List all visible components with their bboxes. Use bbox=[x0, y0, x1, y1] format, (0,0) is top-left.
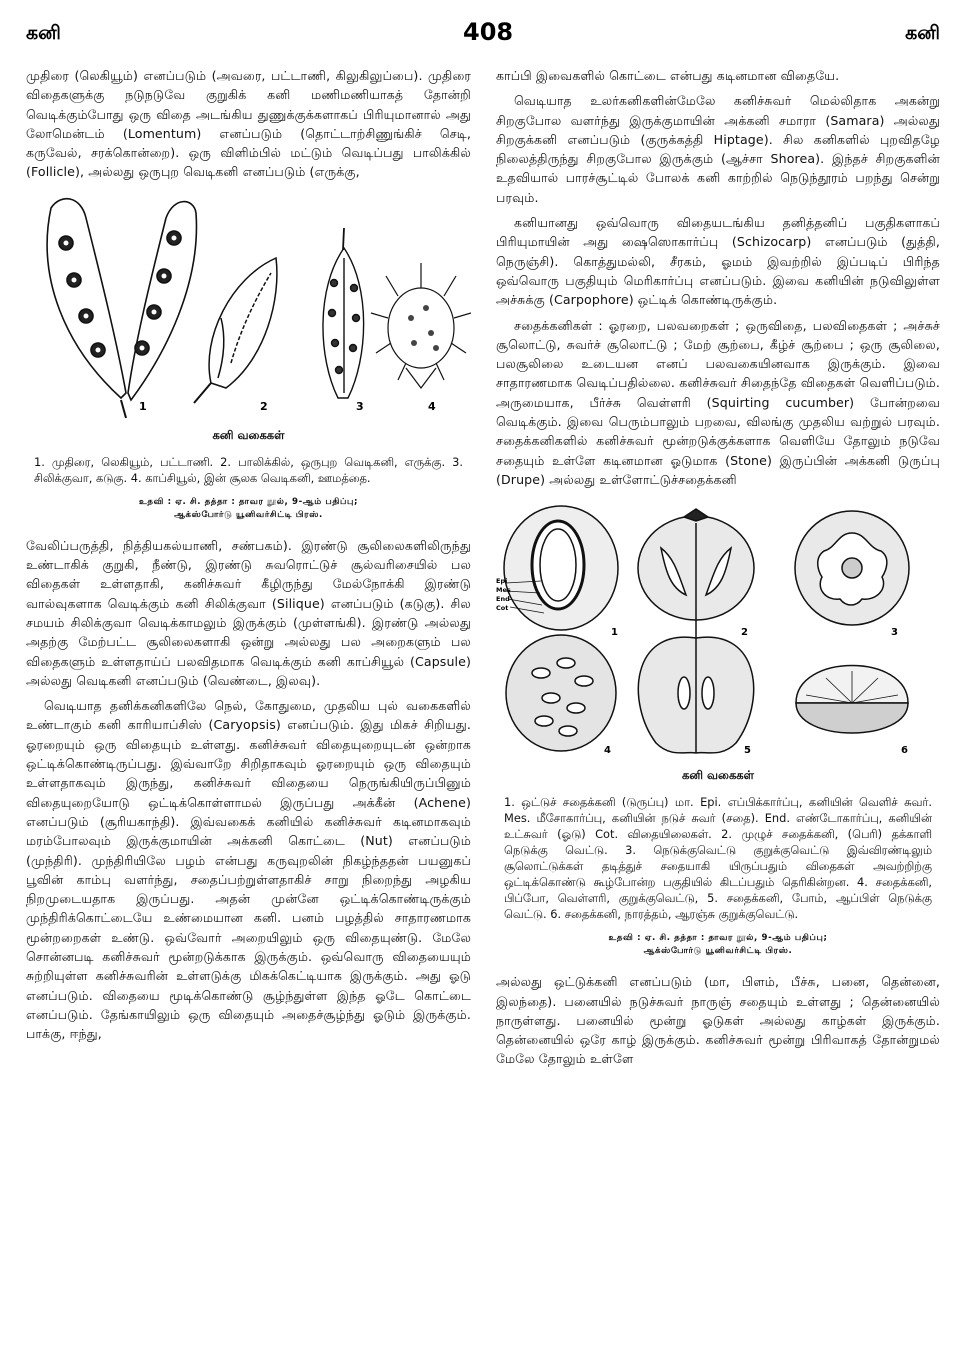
paragraph: அல்லது ஒட்டுக்கனி எனப்படும் (மா, பிளம், பீச்சு, பனை, தென்னை, இலந்தை). பனையில் நடுச்சுவர் நாருஞ் சதையும் உள்ளது ; தென்னையில் நாருள்ளது. பனையில் மூன்று ஓடுகள் அல்லது காழ்கள் இருக்கும். தென்னையில் ஒரே காழ் இருக்கும். கனிச்சுவர் மூன்று பிரிவாகத் தோன்றுமல் மேலே தோலும் உள்ளே bbox=[496, 974, 940, 1067]
figure-label-2: 2 bbox=[260, 399, 268, 413]
paragraph: வெடியாத தனிக்கனிகளிலே நெல், கோதுமை, முதலிய புல் வகைகளில் உண்டாகும் கனி காரியாப்சிஸ் (Caryopsis) எனப்படும். இது மிகச் சிறியது. ஓரறையும் ஒரு விதையும் உள்ளது. கனிச்சுவர் விதையுறையுடன் ஒன்றாக ஒட்டிக்கொண்டிருப்பது. இவ்வாறே சிறிதாகவும் ஓரறையும் ஒரு விதையும் உள்ளதாகவும் இருந்து, கனிச்சுவர் விதையை நெருங்கியிருப்பினும் விதையுறையோடு ஒட்டிக்கொள்ளாமல் இருப்பது அக்கீன் (Achene) எனப்படும் (சூரியகாந்தி). இவ்வகைக் கனியில் கனிச்சுவர் கடினமாகவும் மரம்போலவும் இருக்குமாயின் அக்கனி கொட்டை (Nut) எனப்படும் (முந்திரி). முந்திரியிலே பழம் என்பது கருவுறலின் நிகழ்ந்ததன் பயனுகப் பூவின் காம்பு வளர்ந்து, சதைப்பற்றுள்ளதாகிச் சாறு நிறைந்து அழகிய நிறமுடையதாக இருப்பது. அதன் முன்னே ஒட்டிக்கொண்டிருக்கும் முந்திரிக்கொட்டையே உண்மையான கனி. பனம் பழத்தில் சாதாரணமாக மூன்றறைகள் உண்டு. ஒவ்வோர் அறையிலும் ஒரு விதையுண்டு. மேலே சொன்னபடி கனிச்சுவர் மூன்றடுக்காக இருக்கும். ஒவ்வொரு விதையையும் சுற்றியுள்ள கனிச்சுவரின் உள்ளடுக்கு மிகக்கெட்டியாக இருக்கும். அது ஓடு எனப்படும். விதையை மூடிக்கொண்டு சூழ்ந்துள்ள இந்த ஓடே கொட்டை எனப்படும். தேங்காயிலும் ஒரு விதையும் அதைச்சூழ்ந்து ஓடும் இருக்கும். பாக்கு, ஈந்து, bbox=[26, 698, 471, 1042]
figure-label-6: 6 bbox=[901, 745, 908, 757]
figure-caption: 1. முதிரை, லெகியூம், பட்டாணி. 2. பாலிக்கில், ஒருபுற வெடிகனி, எருக்கு. 3. சிலிக்குவா, கடுகு. 4. காப்சியூல், இன் சூலக வெடிகனி, ஊமத்தை. bbox=[34, 454, 463, 485]
paragraph: சதைக்கனிகள் : ஓரறை, பலவறைகள் ; ஒருவிதை, பலவிதைகள் ; அச்சுச் சூலொட்டு, சுவர்ச் சூலொட்டு ; மேற் சூற்பை, கீழ்ச் சூற்பை ; ஒரு சூலிலை, பலசூலிலை உடையன எனப் பலவகையினவாக இருக்கும். இவை சாதாரணமாக வெடிப்பதில்லை. கனிச்சுவர் சிதைந்தே விதைகள் வெளிப்படும். அருமையாக, பீர்ச்சு வெள்ளரி (Squirting cucumber) போன்றவை வெடிக்கும். இவை பெரும்பாலும் பறவை, விலங்கு முதலிய வற்றுல் பரவும். சதைக்கனிகளில் கனிச்சுவர் மூன்றடுக்குக்களாக வெளியே தோலும் நடுவே சதையும் உள்ளே கடினமான ஓடுமாக (Stone) இருப்பின் அக்கனி டுருப்பு (Drupe) அல்லது உள்ளோட்டுச்சதைக்கனி bbox=[496, 317, 940, 487]
fleshy-fruits-illustration bbox=[496, 503, 940, 758]
figure-credit bbox=[496, 932, 940, 958]
paragraph: முதிரை (லெகியூம்) எனப்படும் (அவரை, பட்டாணி, கிலுகிலுப்பை). முதிரை விதைகளுக்கு நடுநடுவே குறுகிக் கனி மணிமணியாகத் தோன்றி வெடிக்கும்போது ஒரு விதை அடங்கிய துணுக்குக்களாகப் பிரியுமானால் அது லோமென்டம் (Lomentum) எனப்படும் (தொட்டாற்சிணுங்கிச் செடி, கருவேல், சரக்கொன்றை). ஒரு விளிம்பில் மட்டும் வெடிப்பது பாலிக்கில் (Follicle), அல்லது ஒருபுற வெடிகனி எனப்படும் (எருக்கு, bbox=[26, 68, 471, 180]
figure-fruit-types-2 bbox=[496, 503, 940, 958]
layer-label-end: End bbox=[496, 595, 510, 604]
layer-label-mes: Mes bbox=[496, 586, 511, 595]
cucumber-cross-drawing bbox=[506, 635, 616, 751]
fruit-types-illustration bbox=[26, 188, 471, 418]
figure-label-4: 4 bbox=[428, 399, 436, 413]
credit-line: ஆக்ஸ்போர்டு யூனிவர்சிட்டி பிரஸ். bbox=[643, 946, 793, 957]
running-head-right: கனி bbox=[905, 22, 940, 44]
figure-label-1: 1 bbox=[139, 399, 147, 413]
paragraph: காப்பி இவைகளில் கொட்டை என்பது கடினமான விதையே. bbox=[496, 68, 840, 83]
mango-drupe-drawing bbox=[504, 506, 618, 630]
credit-line: ஆக்ஸ்போர்டு யூனிவர்சிட்டி பிரஸ். bbox=[174, 509, 323, 520]
figure-caption: 1. ஒட்டுச் சதைக்கனி (டுருப்பு) மா. Epi. எப்பிக்கார்ப்பு, கனியின் வெளிச் சுவர். Mes. மீசோகார்ப்பு, கனியின் நடுச் சுவர் (சதை). End. எண்டோகார்ப்பு, கனியின் உட்சுவர் (ஓடு) Cot. விதையிலைகள். 2. முழுச் சதைக்கனி, (பெரி) தக்காளி நெடுக்கு வெட்டு. 3. நெடுக்குவெட்டு குறுக்குவெட்டு இவ்விரண்டிலும் சூலொட்டுக்கள் தடித்துச் சதையாகி யிருப்பதும் விதைகள் அவற்றிற்கு ஒட்டிக்கொண்டு கூழ்போன்ற பகுதியில் கிடப்பதும் தெரிகின்றன. 4. சதைக்கனி, பிப்போ, வெள்ளரி, குறுக்குவெட்டு, 5. சதைக்கனி, போம், ஆப்பிள் நெடுக்கு வெட்டு. 6. சதைக்கனி, நாரத்தம், ஆரஞ்சு குறுக்குவெட்டு. bbox=[504, 795, 932, 922]
tomato-cross-drawing bbox=[795, 511, 909, 625]
paragraph: வெடியாத உலர்கனிகளின்மேலே கனிச்சுவர் மெல்லிதாக அகன்று சிறகுபோல வளர்ந்து இருக்குமாயின் அக்கனி சமாரா (Samara) அல்லது சிறகுக்கனி எனப்படும் (குருக்கத்தி Hiptage). சில கனிகளில் புறவிதழே நிலைத்திருந்து சிறகுபோல இருக்கும் (ஆச்சா Shorea). இந்தச் சிறகுகளின் உதவியால் பாரச்சூட்டில் போலக் கனி காற்றில் நெடுந்தூரம் பறந்து சென்று பரவும். bbox=[496, 93, 940, 205]
silique-drawing bbox=[323, 228, 364, 398]
paragraph: வேலிப்பருத்தி, நித்தியகல்யாணி, சண்பகம்). இரண்டு சூலிலைகளிலிருந்து உண்டாகிக் குறுகி, நீண்டு, இரண்டு சுவரொட்டுச் சூல்வரிசையில் பல விதைகள் உள்ளதாகி, கனிச்சுவர் கீழிருந்து மேல்நோக்கி இரண்டு வால்வுகளாக வெடிக்கும் கனி சிலிக்குவா (Silique) எனப்படும் (கடுகு). சில சமயம் சிலிக்குவா வெடிக்காமலும் இருக்கும் (முள்ளங்கி). இரண்டு அல்லது அதற்கு மேற்பட்ட சூலிலைகளாகி ஒன்று அல்லது பல அறைகளும் பல விதைகளும் உள்ளதாய்ப் பலவிதமாக வெடிக்கும் கனி காப்சியூல் (Capsule) அல்லது வெடிகனி எனப்படும் (வெண்டை, இலவு). bbox=[26, 537, 471, 688]
figure-title: கனி வகைகள் bbox=[681, 768, 755, 783]
tomato-longitudinal-drawing bbox=[638, 509, 754, 620]
figure-title: கனி வகைகள் bbox=[212, 427, 285, 442]
running-head-left: கனி bbox=[26, 22, 61, 44]
figure-label-1: 1 bbox=[611, 627, 618, 639]
follicle-drawing bbox=[194, 258, 277, 403]
layer-label-cot: Cot bbox=[496, 604, 509, 613]
figure-label-3: 3 bbox=[891, 627, 898, 639]
figure-label-3: 3 bbox=[356, 399, 364, 413]
right-column bbox=[496, 66, 940, 1075]
capsule-drawing bbox=[371, 263, 471, 388]
orange-half-drawing bbox=[796, 666, 908, 734]
figure-fruit-types-1 bbox=[26, 188, 471, 522]
figure-credit bbox=[26, 496, 471, 522]
page-number: 408 bbox=[463, 18, 514, 46]
legume-pod-drawing bbox=[47, 198, 196, 417]
left-column bbox=[26, 66, 471, 1050]
apple-longitudinal-drawing bbox=[638, 613, 753, 753]
figure-label-5: 5 bbox=[744, 745, 751, 757]
layer-label-epi: Epi bbox=[496, 577, 508, 586]
credit-line: உதவி : ஏ. சி. தத்தா : தாவர நூல், 9-ஆம் பதிப்பு; bbox=[139, 496, 358, 507]
figure-label-4: 4 bbox=[604, 745, 611, 757]
figure-label-2: 2 bbox=[741, 627, 748, 639]
paragraph: கனியானது ஒவ்வொரு விதையடங்கிய தனித்தனிப் பகுதிகளாகப் பிரியுமாயின் அது ஷைஸொகார்ப்பு (Schizocarp) எனப்படும் (துத்தி, நெருஞ்சி). கொத்துமல்லி, சீரகம், ஓமம் இவற்றில் இப்படிப் பிரிந்த ஒவ்வொரு பகுதியும் மெரிகார்ப்பு எனப்படும். இவை கனியின் நடுவிலுள்ள அச்சுக்கு (Carpophore) ஒட்டிக் கொண்டிருக்கும். bbox=[496, 215, 940, 308]
credit-line: உதவி : ஏ. சி. தத்தா : தாவர நூல், 9-ஆம் பதிப்பு; bbox=[608, 933, 828, 944]
